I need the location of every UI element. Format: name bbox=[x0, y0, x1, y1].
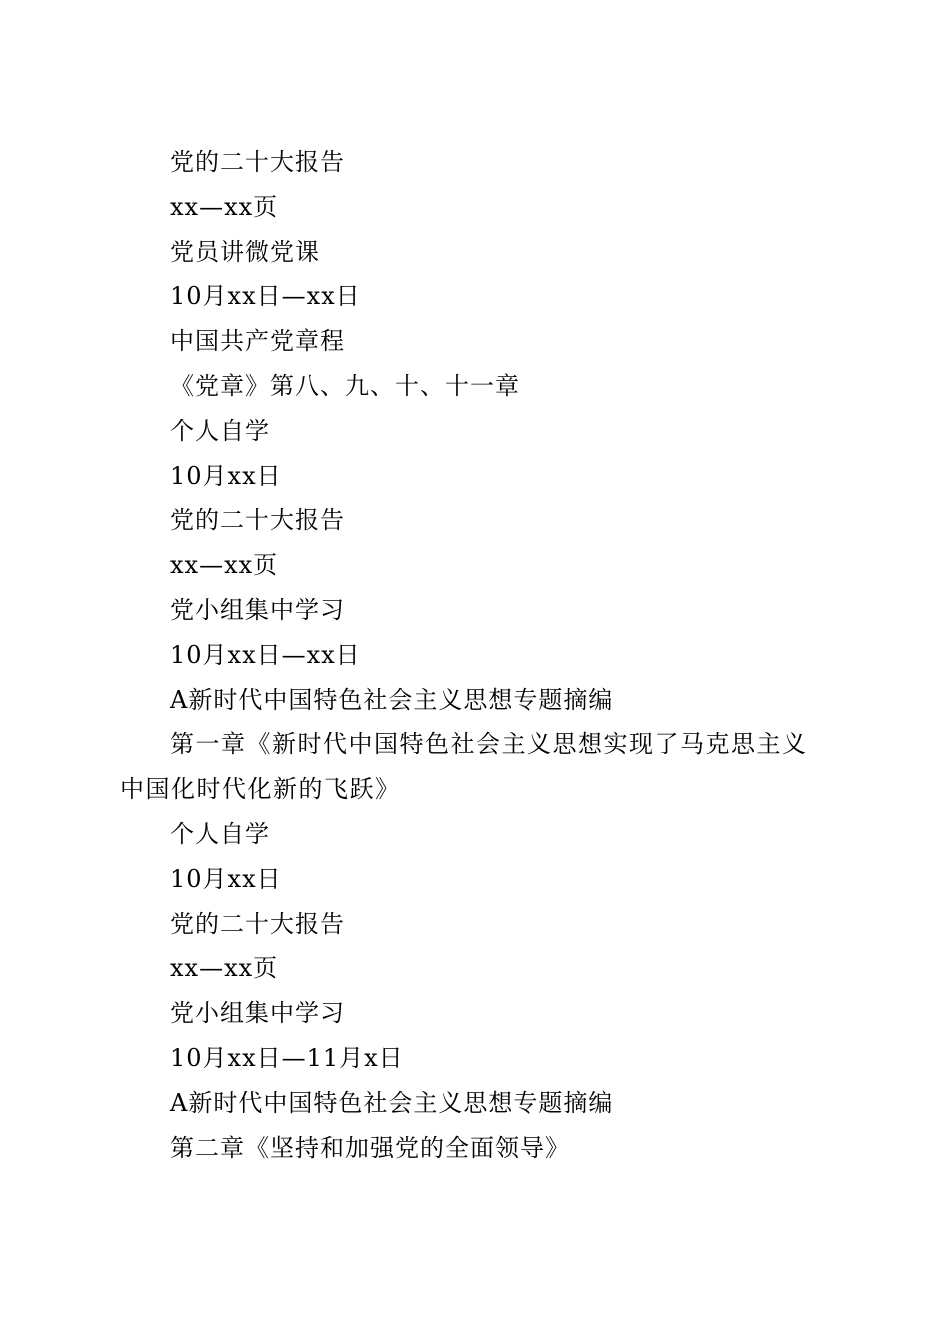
chapter-title-paragraph: 第一章《新时代中国特色社会主义思想实现了马克思主义中国化时代化新的飞跃》 bbox=[120, 730, 808, 804]
text-line: 党的二十大报告 bbox=[170, 148, 345, 176]
text-line: 10月xx日—xx日 bbox=[170, 640, 361, 669]
text-line: 10月xx日 bbox=[170, 461, 282, 490]
text-line: 党的二十大报告 bbox=[170, 506, 345, 535]
text-line: A新时代中国特色社会主义思想专题摘编 bbox=[170, 685, 614, 714]
text-line: 10月xx日 bbox=[170, 864, 282, 893]
text-line: 个人自学 bbox=[170, 819, 270, 848]
text-line: 中国共产党章程 bbox=[170, 327, 345, 356]
text-line: A新时代中国特色社会主义思想专题摘编 bbox=[170, 1088, 614, 1117]
text-line: 10月xx日—11月x日 bbox=[170, 1043, 404, 1072]
text-line: 10月xx日—xx日 bbox=[170, 282, 361, 311]
text-line: 党员讲微党课 bbox=[170, 237, 320, 266]
text-line: xx—xx页 bbox=[170, 954, 279, 983]
text-line: 党的二十大报告 bbox=[170, 909, 345, 938]
text-line: 党小组集中学习 bbox=[170, 999, 345, 1028]
text-line: 《党章》第八、九、十、十一章 bbox=[170, 371, 520, 400]
text-line: 党小组集中学习 bbox=[170, 595, 345, 624]
text-line: 个人自学 bbox=[170, 416, 270, 445]
text-line: 第二章《坚持和加强党的全面领导》 bbox=[170, 1133, 570, 1162]
document-body bbox=[120, 140, 830, 1170]
text-line: xx—xx页 bbox=[170, 551, 279, 580]
text-line: xx—xx页 bbox=[170, 192, 279, 221]
